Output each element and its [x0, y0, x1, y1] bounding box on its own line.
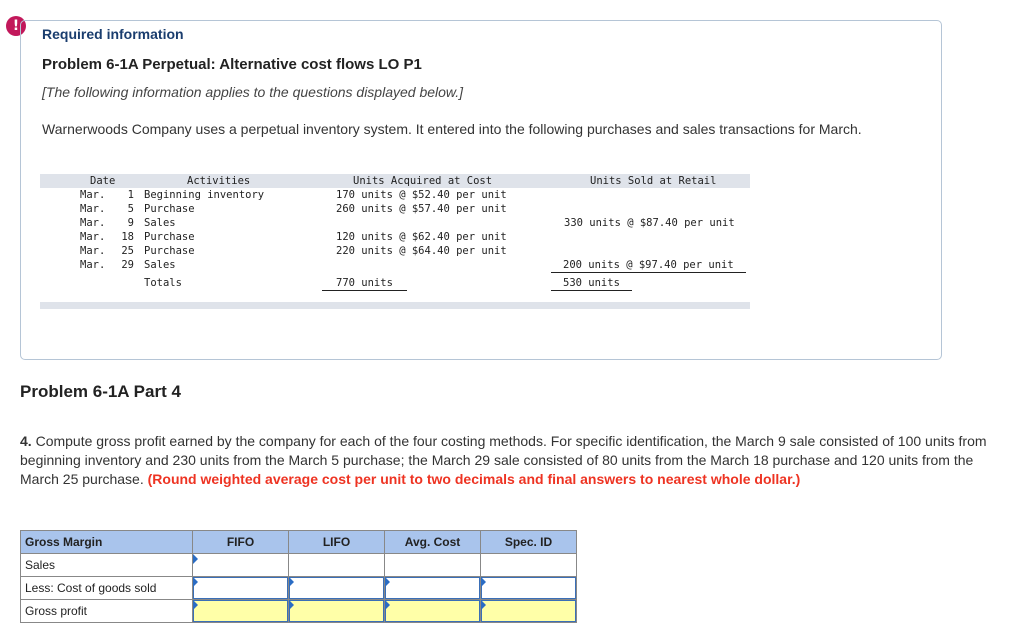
sales-spec-input[interactable] — [481, 554, 577, 577]
input-marker-icon — [193, 554, 198, 564]
row-day: 1 — [127, 189, 134, 201]
table-row — [21, 577, 577, 600]
required-info-heading: Required information — [42, 26, 184, 42]
gp-avg-input[interactable] — [385, 600, 481, 623]
gross-margin-table — [20, 530, 577, 623]
gm-header-row — [21, 531, 577, 554]
input-marker-icon — [193, 600, 198, 610]
row-day: 18 — [121, 231, 134, 243]
gm-header-label: Gross Margin — [21, 531, 193, 554]
row-day: 29 — [121, 259, 134, 271]
header-units-sold: Units Sold at Retail — [590, 175, 717, 187]
rounding-instruction: (Round weighted average cost per unit to two decimals and final answers to nearest whole dollar.) — [147, 471, 801, 487]
cogs-fifo-input[interactable] — [193, 577, 289, 600]
row-month: Mar. — [80, 245, 106, 257]
row-acquired: 170 units @ $52.40 per unit — [336, 189, 507, 201]
row-label-cogs: Less: Cost of goods sold — [21, 577, 193, 600]
input-marker-icon — [385, 600, 390, 610]
cogs-spec-input[interactable] — [481, 577, 577, 600]
problem-title: Problem 6-1A Perpetual: Alternative cost flows LO P1 — [42, 56, 422, 73]
row-day: 25 — [121, 245, 134, 257]
part-title: Problem 6-1A Part 4 — [20, 382, 181, 401]
question-text — [20, 432, 1010, 489]
row-acquired: 260 units @ $57.40 per unit — [336, 203, 507, 215]
input-marker-icon — [193, 577, 198, 587]
table-row — [21, 554, 577, 577]
question-body: Compute gross profit earned by the company for each of the four costing methods. For specific identification, the March 9 sale consisted of 100 units from beginning inventory and 230 units from the March 5 purchase; the March 29 sale consisted of 80 units from the March 18 purchase and 120 units from the March 25 purchase. — [20, 433, 987, 487]
row-activity: Purchase — [144, 245, 195, 257]
header-date: Date — [90, 175, 116, 187]
input-marker-icon — [481, 600, 486, 610]
gp-spec-input[interactable] — [481, 600, 577, 623]
input-marker-icon — [481, 577, 486, 587]
row-activity: Sales — [144, 259, 176, 271]
row-acquired: 220 units @ $64.40 per unit — [336, 245, 507, 257]
table-row — [21, 600, 577, 623]
totals-sold: 530 units — [551, 276, 632, 291]
row-activity: Beginning inventory — [144, 189, 265, 201]
row-sold: 330 units @ $87.40 per unit — [564, 217, 735, 229]
totals-label: Totals — [144, 277, 182, 289]
row-label-sales: Sales — [21, 554, 193, 577]
sales-fifo-input[interactable] — [193, 554, 289, 577]
sales-lifo-input[interactable] — [289, 554, 385, 577]
row-day: 5 — [127, 203, 134, 215]
cogs-lifo-input[interactable] — [289, 577, 385, 600]
col-lifo: LIFO — [289, 531, 385, 554]
header-units-acquired: Units Acquired at Cost — [353, 175, 493, 187]
row-label-gross-profit: Gross profit — [21, 600, 193, 623]
row-acquired: 120 units @ $62.40 per unit — [336, 231, 507, 243]
input-marker-icon — [289, 600, 294, 610]
problem-note: [The following information applies to the questions displayed below.] — [42, 84, 464, 100]
row-month: Mar. — [80, 189, 106, 201]
header-activities: Activities — [187, 175, 251, 187]
input-marker-icon — [289, 577, 294, 587]
row-activity: Purchase — [144, 231, 195, 243]
gp-fifo-input[interactable] — [193, 600, 289, 623]
col-fifo: FIFO — [193, 531, 289, 554]
question-number: 4. — [20, 433, 32, 449]
alert-icon: ! — [6, 16, 26, 36]
row-sold: 200 units @ $97.40 per unit — [551, 258, 746, 273]
row-day: 9 — [127, 217, 134, 229]
row-month: Mar. — [80, 259, 106, 271]
totals-acquired: 770 units — [322, 276, 407, 291]
input-marker-icon — [385, 577, 390, 587]
col-spec-id: Spec. ID — [481, 531, 577, 554]
row-activity: Sales — [144, 217, 176, 229]
col-avg-cost: Avg. Cost — [385, 531, 481, 554]
row-activity: Purchase — [144, 203, 195, 215]
row-month: Mar. — [80, 203, 106, 215]
row-month: Mar. — [80, 231, 106, 243]
gp-lifo-input[interactable] — [289, 600, 385, 623]
problem-description: Warnerwoods Company uses a perpetual inventory system. It entered into the following purchases and sales transactions for March. — [42, 121, 862, 137]
row-month: Mar. — [80, 217, 106, 229]
inventory-transactions-table — [40, 174, 750, 310]
cogs-avg-input[interactable] — [385, 577, 481, 600]
sales-avg-input[interactable] — [385, 554, 481, 577]
table-bottom-band — [40, 302, 750, 309]
